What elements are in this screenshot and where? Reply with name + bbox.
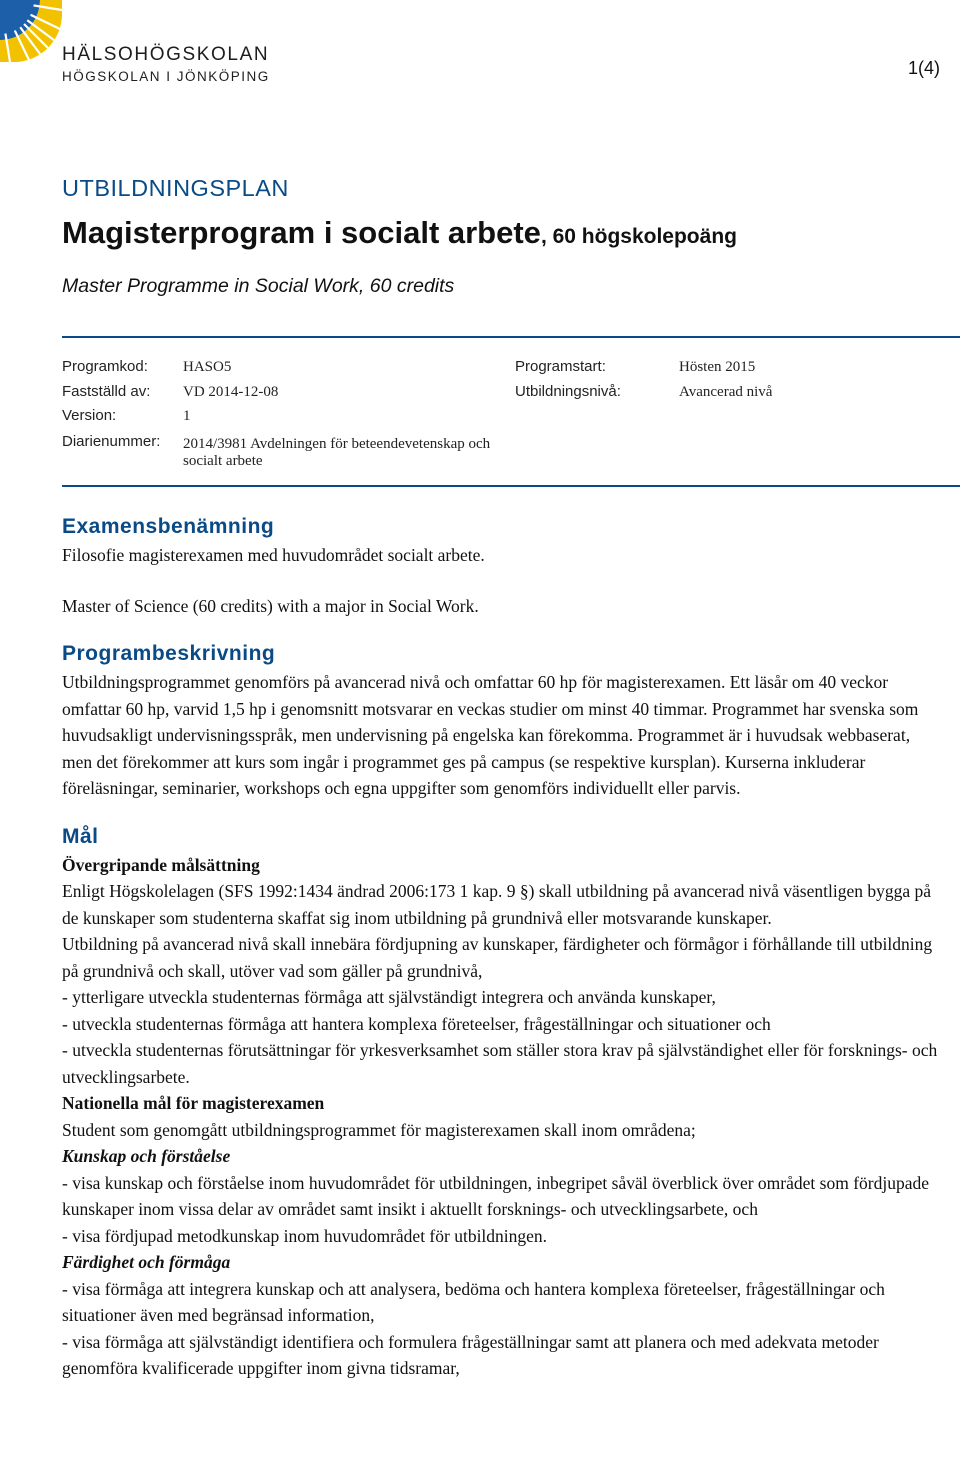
divider-bottom bbox=[62, 485, 960, 487]
overgripande-heading: Övergripande målsättning bbox=[62, 854, 260, 875]
diarienummer-label: Diarienummer: bbox=[62, 433, 161, 450]
title-main: Magisterprogram i socialt arbete bbox=[62, 215, 541, 250]
examen-heading: Examensbenämning bbox=[62, 515, 275, 538]
faststalld-value: VD 2014-12-08 bbox=[183, 384, 279, 400]
page-number: 1(4) bbox=[907, 58, 940, 78]
nationella-heading: Nationella mål för magisterexamen bbox=[62, 1093, 325, 1113]
diarienummer-value-line1: 2014/3981 Avdelningen för beteendevetenskap och bbox=[183, 436, 491, 452]
institution-name-block bbox=[62, 45, 270, 85]
utbildningsniva-value: Avancerad nivå bbox=[679, 384, 773, 400]
overgripande-text-2: Utbildning på avancerad nivå skall innebära fördjupning av kunskaper, färdigheter och förmågor i förhållande till utbildning på grundnivå och skall, utöver vad som gäller på grundnivå, bbox=[62, 934, 933, 981]
examen-english: Master of Science (60 credits) with a major in Social Work. bbox=[62, 595, 479, 616]
institution-name: HÄLSOHÖGSKOLAN bbox=[62, 44, 270, 65]
kunskap-bullet-2: - visa fördjupad metodkunskap inom huvudområdet för utbildningen. bbox=[62, 1225, 548, 1246]
version-label: Version: bbox=[62, 407, 117, 424]
mal-heading: Mål bbox=[62, 824, 99, 848]
main-content bbox=[62, 512, 942, 1382]
version-value: 1 bbox=[183, 408, 191, 424]
overgripande-bullet-2: - utveckla studenternas förmåga att hantera komplexa företeelser, frågeställningar och situationer och bbox=[62, 1013, 771, 1034]
programstart-label: Programstart: bbox=[515, 358, 606, 375]
programkod-value: HASO5 bbox=[183, 359, 232, 375]
examen-swedish: Filosofie magisterexamen med huvudområdet socialt arbete. bbox=[62, 545, 485, 565]
document-type: UTBILDNINGSPLAN bbox=[62, 175, 289, 201]
programkod-label: Programkod: bbox=[62, 358, 148, 375]
fardighet-heading: Färdighet och förmåga bbox=[62, 1252, 231, 1272]
faststalld-label: Fastställd av: bbox=[62, 383, 151, 400]
kunskap-bullet-1: - visa kunskap och förståelse inom huvudområdet för utbildningen, inbegripet såväl överblick över området som fördjupade kunskaper inom vissa delar av området samt insikt i aktuellt forsknings- och utvecklingsarbete, och bbox=[62, 1172, 929, 1219]
overgripande-bullet-1: - ytterligare utveckla studenternas förmåga att självständigt integrera och använda kunskaper, bbox=[62, 987, 716, 1007]
utbildningsniva-label: Utbildningsnivå: bbox=[515, 383, 621, 400]
document-title bbox=[62, 215, 737, 251]
institution-logo bbox=[0, 0, 62, 64]
kunskap-heading: Kunskap och förståelse bbox=[62, 1146, 231, 1166]
fardighet-bullet-2: - visa förmåga att självständigt identifiera och formulera frågeställningar samt att planera och med adekvata metoder genomföra kvalificerade uppgifter inom givna tidsramar, bbox=[62, 1331, 879, 1378]
document-title-english: Master Programme in Social Work, 60 credits bbox=[62, 275, 455, 297]
title-suffix: , 60 högskolepoäng bbox=[540, 225, 737, 248]
diarienummer-value-line2: socialt arbete bbox=[183, 453, 263, 469]
programbeskrivning-text: Utbildningsprogrammet genomförs på avancerad nivå och omfattar 60 hp för magisterexamen. Ett läsår om 40 veckor omfattar 60 hp, varvid 1,5 hp i genomsnitt motsvarar en veckas studier om minst 40 timmar. Programmet har svenska som huvudsakligt undervisningsspråk, men undervisning på engelska kan förekomma. Programmet är i huvudsak webbaserat, men det förekommer att kurs som ingår i programmet ges på campus (se respektive kursplan). Kurserna inkluderar föreläsningar, seminarier, workshops och egna uppgifter som genomförs individuellt eller parvis. bbox=[62, 672, 919, 798]
programstart-value: Hösten 2015 bbox=[679, 359, 756, 375]
nationella-text: Student som genomgått utbildningsprogrammet för magisterexamen skall inom områdena; bbox=[62, 1119, 696, 1140]
divider-top bbox=[62, 336, 960, 338]
overgripande-text-1: Enligt Högskolelagen (SFS 1992:1434 ändrad 2006:173 1 kap. 9 §) skall utbildning på avancerad nivå väsentligen bygga på de kunskaper som studenterna skaffat sig inom utbildning på grundnivå eller motsvarande kunskaper. bbox=[62, 881, 932, 928]
overgripande-bullet-3: - utveckla studenternas förutsättningar för yrkesverksamhet som ställer stora krav på självständighet eller för forsknings- och utvecklingsarbete. bbox=[62, 1040, 938, 1087]
institution-subtitle: HÖGSKOLAN I JÖNKÖPING bbox=[62, 69, 270, 84]
fardighet-bullet-1: - visa förmåga att integrera kunskap och att analysera, bedöma och hantera komplexa företeelser, frågeställningar och situationer även med begränsad information, bbox=[62, 1278, 885, 1325]
programbeskrivning-heading: Programbeskrivning bbox=[62, 642, 276, 665]
